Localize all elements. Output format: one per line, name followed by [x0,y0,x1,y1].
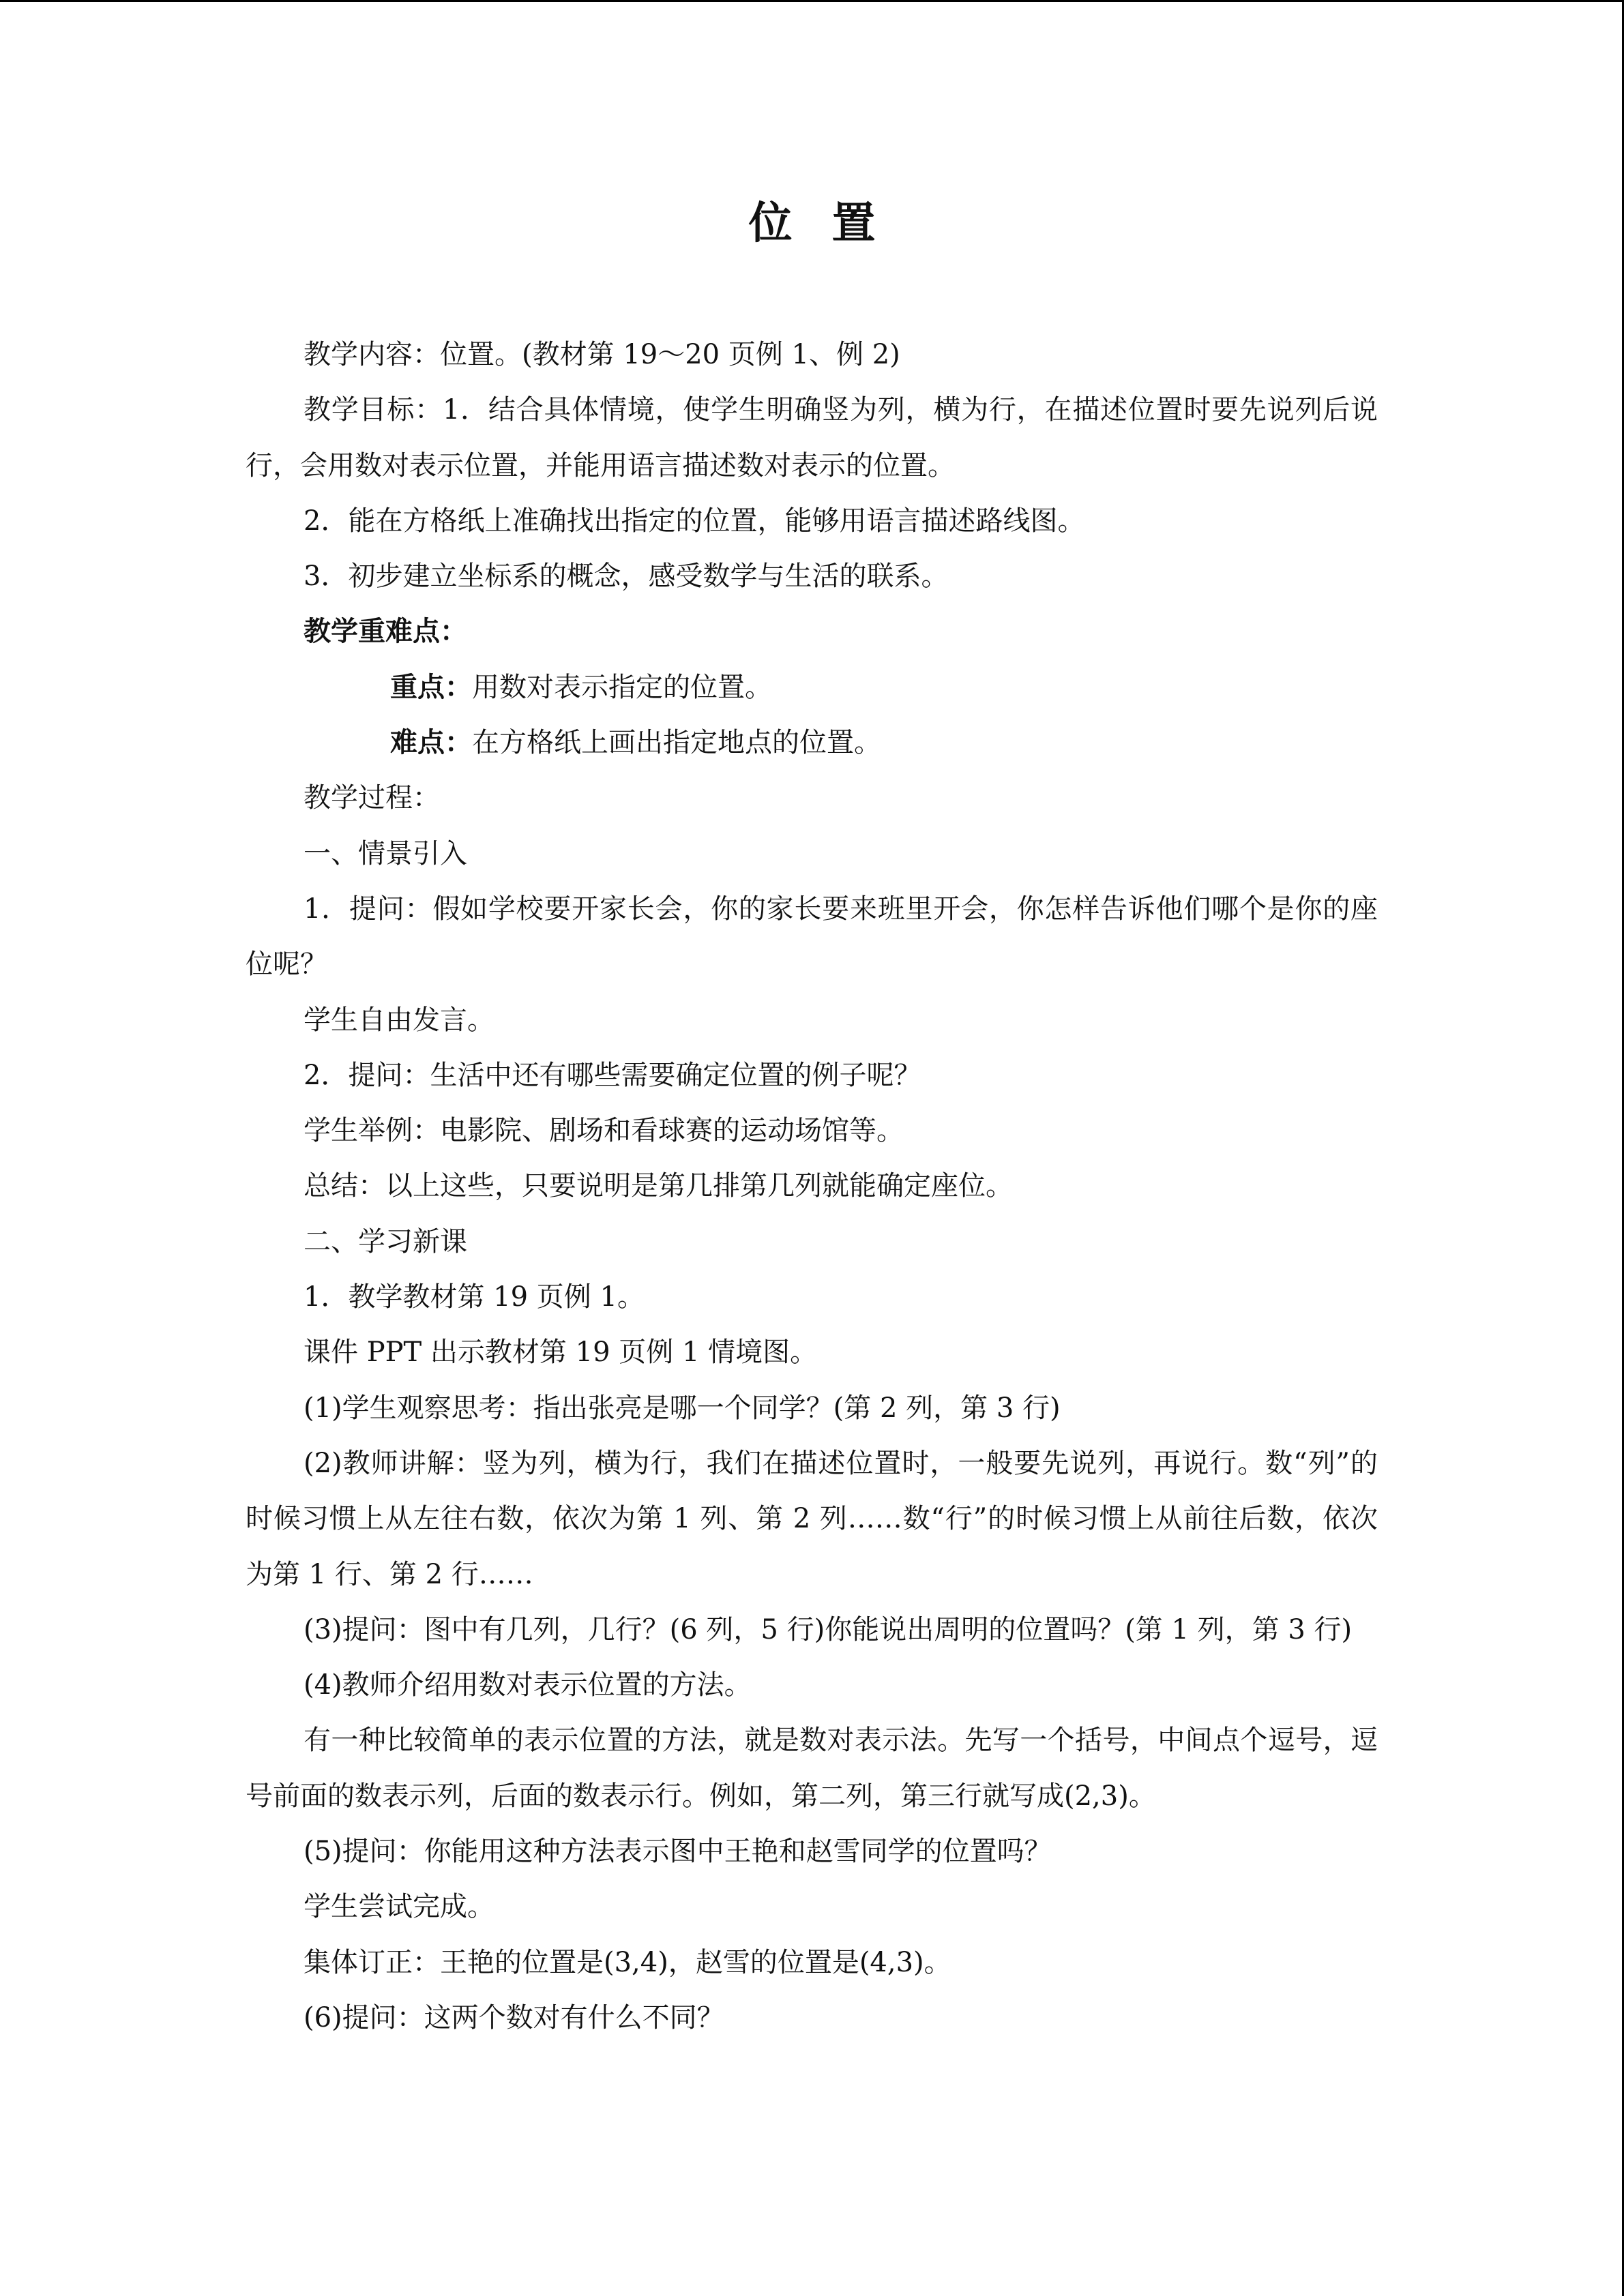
intro-student-speak: 学生自由发言。 [304,1004,494,1036]
teaching-goal-1: 教学目标：1．结合具体情境，使学生明确竖为列，横为行，在描述位置时要先说列后说行，会用数对表示位置，并能用语言描述数对表示的位置。 [246,394,1378,481]
intro-student-examples: 学生举例：电影院、剧场和看球赛的运动场馆等。 [304,1115,904,1147]
lesson-pair-method: 有一种比较简单的表示位置的方法，就是数对表示法。先写一个括号，中间点个逗号，逗号前面的数表示列，后面的数表示行。例如，第二列，第三行就写成(2,3)。 [246,1725,1378,1812]
page-title: 位置 [748,198,915,249]
lesson-step-5: (5)提问：你能用这种方法表示图中王艳和赵雪同学的位置吗？ [304,1836,1052,1868]
intro-question-2: 2．提问：生活中还有哪些需要确定位置的例子呢？ [304,1059,921,1091]
teaching-content: 教学内容：位置。(教材第 19～20 页例 1、例 2) [304,339,900,370]
document-body [246,327,1378,2046]
lesson-item-1: 1．教学教材第 19 页例 1。 [304,1281,645,1313]
difficulty-point-text: 在方格纸上画出指定地点的位置。 [472,727,881,759]
teaching-process: 教学过程： [304,782,440,814]
key-point [246,660,1378,715]
lesson-step-6: (6)提问：这两个数对有什么不同？ [304,2001,724,2033]
lesson-correction: 集体订正：王艳的位置是(3,4)，赵雪的位置是(4,3)。 [304,1946,951,1978]
page-border-top [0,0,1624,2]
teaching-goal-2: 2．能在方格纸上准确找出指定的位置，能够用语言描述路线图。 [304,505,1085,537]
section-heading-intro: 一、情景引入 [304,837,467,869]
key-point-label: 重点： [390,671,472,703]
lesson-ppt: 课件 PPT 出示教材第 19 页例 1 情境图。 [304,1337,818,1369]
key-difficulty-heading: 教学重难点： [304,616,467,648]
difficulty-point [246,715,1378,771]
lesson-step-1: (1)学生观察思考：指出张亮是哪一个同学？(第 2 列，第 3 行) [304,1392,1061,1424]
section-heading-new-lesson: 二、学习新课 [304,1225,467,1257]
lesson-step-4: (4)教师介绍用数对表示位置的方法。 [304,1669,752,1701]
lesson-step-3: (3)提问：图中有几列，几行？(6 列，5 行)你能说出周明的位置吗？(第 1 列，第 3 行) [304,1613,1353,1645]
lesson-step-2: (2)教师讲解：竖为列，横为行，我们在描述位置时，一般要先说列，再说行。数“列”的时候习惯上从左往右数，依次为第 1 列、第 2 列……数“行”的时候习惯上从前往后数，依次为第 1 行、第 2 行…… [246,1447,1378,1590]
key-point-text: 用数对表示指定的位置。 [472,671,772,703]
intro-summary: 总结：以上这些，只要说明是第几排第几列就能确定座位。 [304,1170,1013,1202]
lesson-student-try: 学生尝试完成。 [304,1891,494,1923]
difficulty-point-label: 难点： [390,727,472,759]
teaching-goal-3: 3．初步建立坐标系的概念，感受数学与生活的联系。 [304,561,949,593]
intro-question-1: 1．提问：假如学校要开家长会，你的家长要来班里开会，你怎样告诉他们哪个是你的座位呢？ [246,893,1378,981]
